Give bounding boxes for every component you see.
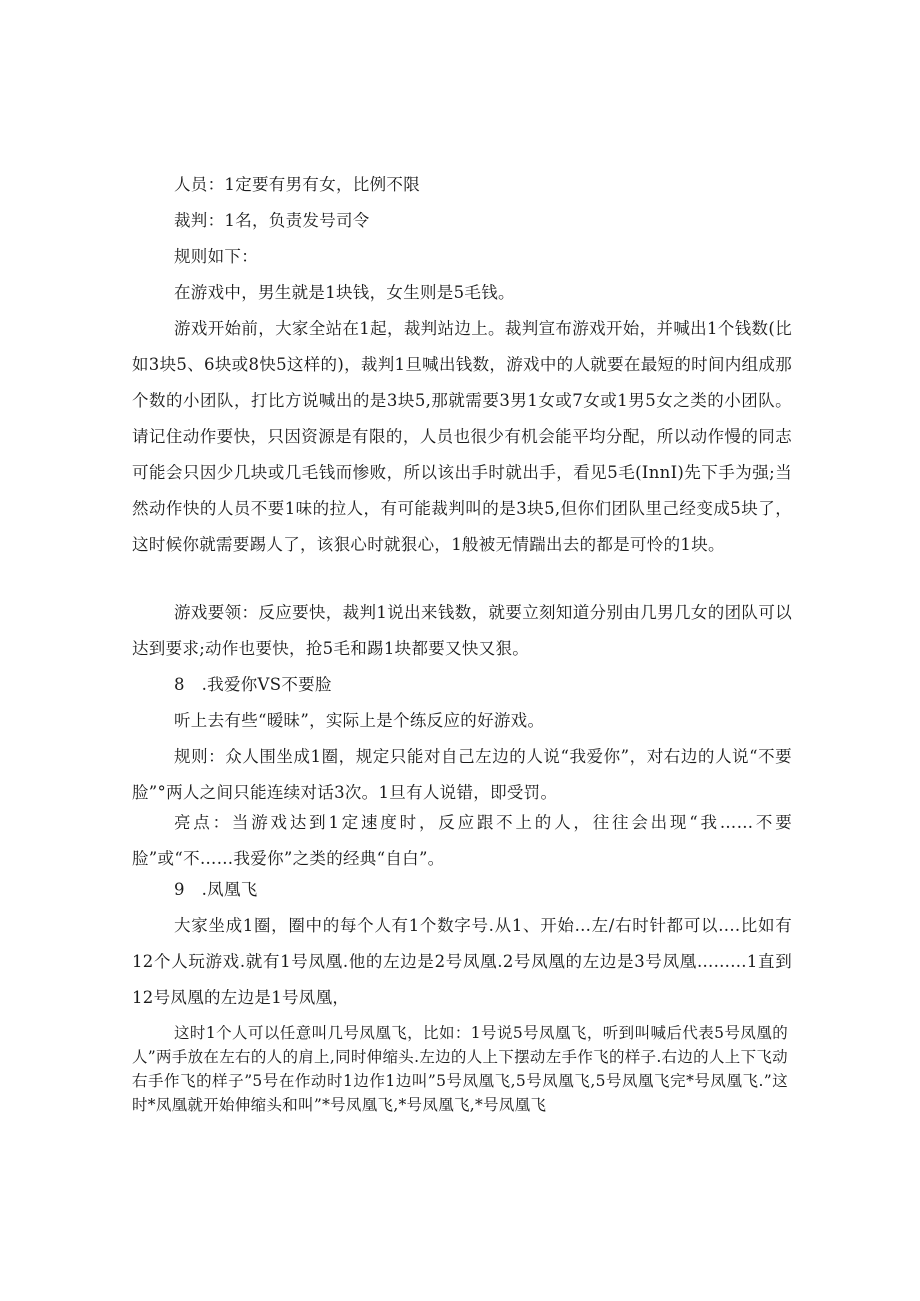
section-heading-8: 8 .我爱你VS不要脸 (174, 675, 332, 694)
paragraph-referee: 裁判：1名，负责发号司令 (174, 211, 370, 230)
paragraph-intro-8: 听上去有些“暧昧”，实际上是个练反应的好游戏。 (174, 711, 545, 730)
paragraph-money-values: 在游戏中，男生就是1块钱，女生则是5毛钱。 (174, 283, 515, 302)
paragraph-game-procedure: 游戏开始前，大家全站在1起，裁判站边上。裁判宣布游戏开始，并喊出1个钱数(比如3块5、6块或8快5这样的)，裁判1旦喊出钱数，游戏中的人就要在最短的时间内组成那个数的小团队，打比方说喊出的是3块5,那就需要3男1女或7女或1男5女之类的小团队。请记住动作要快，只因资源是有限的，人员也很少有机会能平均分配，所以动作慢的同志可能会只因少几块或几毛钱而惨败，所以该出手时就出手，看见5毛(InnI)先下手为强;当然动作快的人员不要1味的拉人，有可能裁判叫的是3块5,但你们团队里己经变成5块了，这时候你就需要踢人了，该狠心时就狠心，1般被无情踹出去的都是可怜的1块。 (132, 319, 792, 554)
paragraph-rules-8: 规则：众人围坐成1圈，规定只能对自己左边的人说“我爱你”，对右边的人说“不要脸”°两人之间只能连续对话3次。1旦有人说错，即受罚。 (132, 747, 792, 802)
paragraph-example-9: 这时1个人可以任意叫几号凤凰飞，比如：1号说5号凤凰飞，听到叫喊后代表5号凤凰的人”两手放在左右的人的肩上,同时伸缩头.左边的人上下摆动左手作飞的样子.右边的人上下飞动右手作飞的样子”5号在作动时1边作1边叫”5号凤凰飞,5号凤凰飞,5号凤凰飞完*号凤凰飞.”这时*凤凰就开始伸缩头和叫”*号凤凰飞,*号凤凰飞,*号凤凰飞 (132, 1024, 788, 1114)
paragraph-game-tips: 游戏要领：反应要快，裁判1说出来钱数，就要立刻知道分别由几男几女的团队可以达到要求;动作也要快，抢5毛和踢1块都要又快又狠。 (132, 603, 792, 658)
paragraph-rules-heading: 规则如下： (174, 247, 258, 266)
paragraph-personnel: 人员：1定要有男有女，比例不限 (174, 175, 420, 194)
paragraph-highlights-8: 亮点：当游戏达到1定速度时，反应跟不上的人，往往会出现“我……不要脸”或“不……我爱你”之类的经典“自白”。 (132, 813, 792, 868)
section-heading-9: 9 .凤凰飞 (174, 880, 258, 899)
paragraph-rules-9: 大家坐成1圈，圈中的每个人有1个数字号.从1、开始...左/右时针都可以....比如有12个人玩游戏.就有1号凤凰.他的左边是2号凤凰.2号凤凰的左边是3号凤凰.........1直到12号凤凰的左边是1号凤凰， (132, 916, 792, 1007)
